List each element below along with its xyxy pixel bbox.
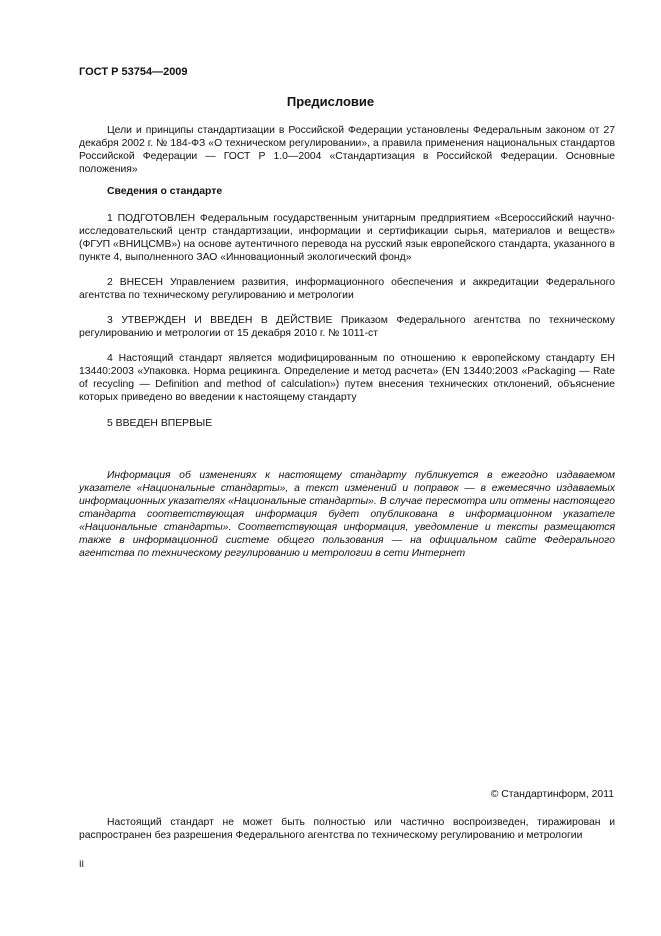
document-header: ГОСТ Р 53754—2009 (79, 66, 188, 78)
item-1: 1 ПОДГОТОВЛЕН Федеральным государственным унитарным предприятием «Всероссийский научно-исследовательский центр стандартизации, информации и сертификации сырья, материалов и веществ» (ФГУП «ВНИЦСМВ») на основе аутентичного перевода на русский язык европейского стандарта, указанного в пункте 4, выполненного ЗАО «Инновационный экологический фонд» (79, 213, 615, 263)
item-2: 2 ВНЕСЕН Управлением развития, информационного обеспечения и аккредитации Федерального агентства по техническому регулированию и метрологии (79, 277, 615, 301)
item-5: 5 ВВЕДЕН ВПЕРВЫЕ (107, 418, 213, 429)
rights-paragraph: Настоящий стандарт не может быть полностью или частично воспроизведен, тиражирован и распространен без разрешения Федерального агентства по техническому регулированию и метрологии (79, 817, 615, 841)
page-title: Предисловие (286, 94, 375, 109)
page-number: II (79, 859, 85, 869)
info-heading: Сведения о стандарте (107, 186, 223, 197)
item-3: 3 УТВЕРЖДЕН И ВВЕДЕН В ДЕЙСТВИЕ Приказом Федерального агентства по техническому регулированию и метрологии от 15 декабря 2010 г. № 1011-ст (79, 315, 615, 339)
notice-paragraph: Информация об изменениях к настоящему стандарту публикуется в ежегодно издаваемом указателе «Национальные стандарты», а текст изменений и поправок — в ежемесячно издаваемых информационных указателях «Национальные стандарты». В случае пересмотра или отмены настоящего стандарта соответствующая информация будет опубликована в информационном указателе «Национальные стандарты». Соответствующая информация, уведомление и тексты размещаются также в информационной системе общего пользования — на официальном сайте Федерального агентства по техническому регулированию и метрологии в сети Интернет (79, 470, 616, 559)
copyright-notice: © Стандартинформ, 2011 (490, 789, 614, 800)
item-4: 4 Настоящий стандарт является модифицированным по отношению к европейскому стандарту ЕН 13440:2003 «Упаковка. Норма рецикинга. Определение и метод расчета» (EN 13440:2003 «Packaging — Rate of recycling — Definition and method of calculation») путем внесения технических отклонений, объяснение которых приведено во введении к настоящему стандарту (79, 353, 615, 403)
intro-paragraph: Цели и принципы стандартизации в Российской Федерации установлены Федеральным законом от 27 декабря 2002 г. № 184-ФЗ «О техническом регулировании», а правила применения национальных стандартов Российской Федерации — ГОСТ Р 1.0—2004 «Стандартизация в Российской Федерации. Основные положения» (79, 125, 615, 175)
